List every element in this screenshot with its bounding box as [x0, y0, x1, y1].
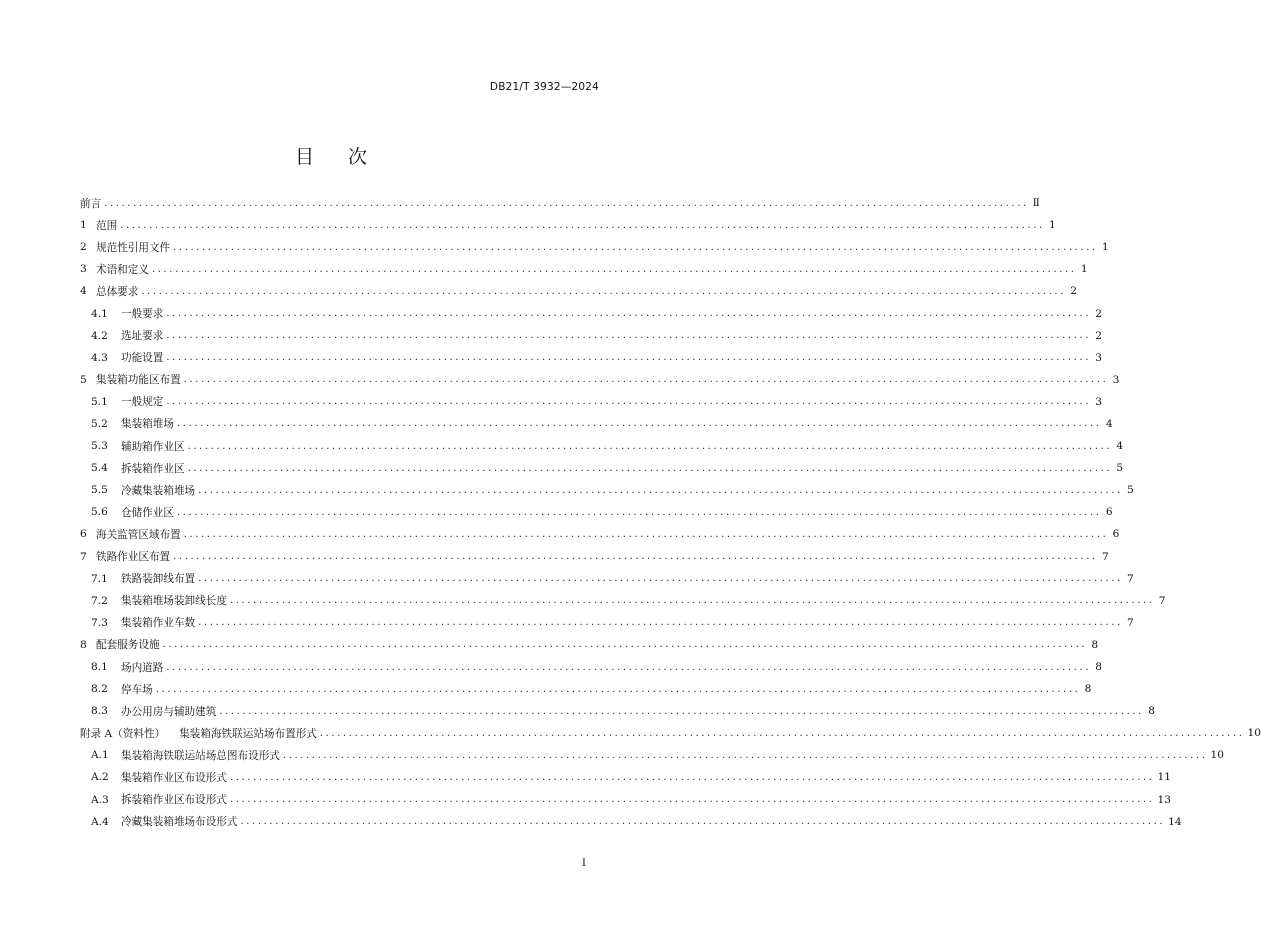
toc-entry-title: 铁路作业区布置 — [96, 551, 171, 564]
toc-entry[interactable] — [80, 325, 1102, 347]
toc-leader-dots: ................................................................................................................................................................ — [173, 551, 1098, 563]
toc-entry-title: 一般规定 — [121, 396, 164, 409]
toc-entry-page: 2 — [1070, 285, 1077, 298]
toc-leader-dots: ................................................................................................................................................................ — [173, 241, 1098, 253]
toc-entry-title: 规范性引用文件 — [96, 241, 171, 254]
toc-entry[interactable] — [80, 457, 1124, 479]
toc-entry-page: 5 — [1116, 462, 1124, 475]
toc-entry-number: 4 — [80, 285, 87, 298]
toc-entry-number: A.4 — [91, 815, 109, 828]
toc-entry-number: 5.4 — [91, 462, 108, 475]
toc-entry-title: 仓储作业区 — [121, 506, 174, 519]
toc-entry[interactable] — [80, 612, 1134, 634]
toc-entry-number: 8.3 — [91, 705, 108, 718]
toc-entry[interactable] — [80, 236, 1109, 258]
toc-leader-dots: ................................................................................................................................................................ — [141, 285, 1066, 297]
toc-entry-page: 8 — [1095, 661, 1102, 674]
toc-entry-number: 1 — [80, 219, 87, 232]
toc-leader-dots: ................................................................................................................................................................ — [176, 418, 1102, 430]
toc-entry-title: 术语和定义 — [96, 263, 149, 276]
toc-entry-page: 3 — [1095, 351, 1102, 364]
toc-entry-number: A.2 — [91, 771, 109, 784]
toc-entry[interactable] — [80, 678, 1092, 700]
toc-entry-number: A.1 — [91, 749, 109, 762]
toc-entry[interactable] — [80, 479, 1134, 501]
toc-entry-number: 附录 A（资料性） — [80, 727, 166, 740]
toc-entry-page: 8 — [1084, 683, 1092, 696]
toc-entry-title: 一般要求 — [121, 308, 164, 321]
toc-entry-number: 7.3 — [91, 616, 108, 629]
toc-leader-dots: ................................................................................................................................................................ — [166, 661, 1091, 673]
toc-leader-dots: ................................................................................................................................................................ — [104, 197, 1029, 209]
toc-entry[interactable] — [80, 634, 1099, 656]
toc-entry-number: A.3 — [91, 793, 109, 806]
toc-entry-page: 8 — [1148, 705, 1155, 718]
toc-entry[interactable] — [80, 789, 1172, 811]
footer-page-number: I — [582, 858, 586, 869]
toc-entry[interactable] — [80, 546, 1109, 568]
toc-entry-title: 辅助箱作业区 — [121, 440, 185, 453]
toc-entry-number: 5.2 — [91, 417, 108, 430]
toc-title — [0, 142, 662, 169]
toc-entry-title: 办公用房与辅助建筑 — [121, 705, 217, 718]
toc-entry[interactable] — [80, 347, 1102, 369]
toc-entry-page: 4 — [1105, 417, 1113, 430]
toc-entry-title: 海关监管区域布置 — [96, 528, 181, 541]
table-of-contents — [80, 192, 1261, 833]
toc-leader-dots: ................................................................................................................................................................ — [187, 462, 1113, 474]
toc-entry-page: 7 — [1102, 550, 1109, 563]
toc-entry-title: 集装箱功能区布置 — [96, 374, 181, 387]
toc-entry-number: 4.3 — [91, 351, 108, 364]
toc-leader-dots: ................................................................................................................................................................ — [166, 352, 1091, 364]
toc-entry-page: 8 — [1091, 638, 1099, 651]
toc-leader-dots: ................................................................................................................................................................ — [229, 595, 1155, 607]
toc-entry-number: 5.6 — [91, 506, 108, 519]
toc-entry-page: 14 — [1168, 815, 1182, 828]
toc-entry-title: 前言 — [80, 197, 102, 210]
toc-entry-title: 铁路装卸线布置 — [121, 573, 196, 586]
toc-leader-dots: ................................................................................................................................................................ — [187, 440, 1113, 452]
toc-entry-title: 集装箱海铁联运站场总图布设形式 — [121, 749, 280, 762]
toc-entry-title: 总体要求 — [96, 285, 139, 298]
toc-entry-number: 4.2 — [91, 329, 108, 342]
toc-entry-page: 7 — [1127, 616, 1134, 629]
toc-entry-title: 拆装箱作业区 — [121, 462, 185, 475]
toc-entry-page: 6 — [1105, 506, 1113, 519]
toc-entry-title: 冷藏集装箱堆场 — [121, 484, 196, 497]
toc-entry[interactable] — [80, 744, 1224, 766]
toc-entry-title: 范围 — [96, 219, 118, 232]
toc-entry-number: 8.1 — [91, 661, 108, 674]
toc-entry-number: 2 — [80, 241, 87, 254]
toc-leader-dots: ................................................................................................................................................................ — [229, 794, 1155, 806]
toc-entry-title: 拆装箱作业区布设形式 — [121, 794, 227, 807]
toc-entry-title: 集装箱堆场 — [121, 418, 174, 431]
toc-entry-title: 停车场 — [121, 683, 153, 696]
toc-entry-title: 选址要求 — [121, 330, 164, 343]
toc-entry[interactable] — [80, 811, 1182, 833]
toc-entry[interactable] — [80, 258, 1088, 280]
toc-entry[interactable] — [80, 523, 1120, 545]
toc-leader-dots: ................................................................................................................................................................ — [151, 263, 1077, 275]
toc-entry-title: 功能设置 — [121, 352, 164, 365]
toc-entry-page: 11 — [1157, 771, 1172, 784]
toc-title-char: 次 — [348, 146, 368, 168]
toc-leader-dots: ................................................................................................................................................................ — [183, 374, 1109, 386]
toc-leader-dots: ................................................................................................................................................................ — [282, 749, 1208, 761]
toc-entry[interactable] — [80, 722, 1261, 744]
toc-leader-dots: ................................................................................................................................................................ — [155, 683, 1081, 695]
toc-entry[interactable] — [80, 700, 1155, 722]
toc-entry-page: 7 — [1158, 594, 1166, 607]
toc-entry-number: 3 — [80, 263, 87, 276]
toc-entry-page: 2 — [1095, 329, 1102, 342]
toc-entry[interactable] — [80, 656, 1102, 678]
toc-entry-number: 5.1 — [91, 395, 108, 408]
toc-leader-dots: ................................................................................................................................................................ — [240, 816, 1166, 828]
toc-entry[interactable] — [80, 214, 1056, 236]
toc-entry-page: 6 — [1112, 528, 1120, 541]
toc-entry[interactable] — [80, 280, 1077, 302]
toc-entry[interactable] — [80, 413, 1113, 435]
toc-leader-dots: ................................................................................................................................................................ — [319, 727, 1245, 739]
document-code: DB21/T 3932—2024 — [489, 81, 599, 93]
toc-leader-dots: ................................................................................................................................................................ — [162, 639, 1088, 651]
toc-entry-title: 集装箱作业车数 — [121, 617, 196, 630]
toc-entry-number: 8 — [80, 638, 87, 651]
toc-entry[interactable] — [80, 766, 1172, 788]
toc-entry-number: 8.2 — [91, 683, 108, 696]
toc-leader-dots: ................................................................................................................................................................ — [219, 705, 1144, 717]
toc-entry[interactable] — [80, 369, 1120, 391]
toc-entry-page: 1 — [1102, 241, 1109, 254]
toc-leader-dots: ................................................................................................................................................................ — [176, 506, 1102, 518]
toc-entry-number: 5.3 — [91, 440, 108, 453]
toc-entry-title: 冷藏集装箱堆场布设形式 — [121, 816, 238, 829]
toc-entry-page: 10 — [1210, 749, 1224, 762]
toc-entry[interactable] — [80, 501, 1113, 523]
toc-entry-number: 7.2 — [91, 594, 108, 607]
toc-title-char: 目 — [294, 146, 314, 168]
toc-leader-dots: ................................................................................................................................................................ — [198, 617, 1123, 629]
toc-entry-page: 4 — [1116, 440, 1124, 453]
toc-entry[interactable] — [80, 391, 1102, 413]
toc-entry-number: 4.1 — [91, 307, 108, 320]
toc-entry[interactable] — [80, 192, 1040, 214]
toc-entry-title: 配套服务设施 — [96, 639, 160, 652]
toc-entry-page: 7 — [1127, 572, 1134, 585]
toc-leader-dots: ................................................................................................................................................................ — [229, 771, 1155, 783]
toc-entry[interactable] — [80, 568, 1134, 590]
toc-entry-page: 10 — [1247, 727, 1261, 740]
toc-entry-number: 5.5 — [91, 484, 108, 497]
toc-leader-dots: ................................................................................................................................................................ — [120, 219, 1045, 231]
toc-entry-title: 集装箱堆场装卸线长度 — [121, 595, 227, 608]
toc-entry-title: 集装箱作业区布设形式 — [121, 771, 227, 784]
toc-entry-number: 7.1 — [91, 572, 108, 585]
toc-leader-dots: ................................................................................................................................................................ — [166, 396, 1091, 408]
toc-entry[interactable] — [80, 435, 1124, 457]
toc-entry-title: 场内道路 — [121, 661, 164, 674]
toc-entry-page: 1 — [1080, 263, 1088, 276]
toc-leader-dots: ................................................................................................................................................................ — [198, 573, 1123, 585]
toc-entry[interactable] — [80, 302, 1102, 324]
toc-entry-number: 6 — [80, 528, 87, 541]
toc-entry-number: 5 — [80, 373, 87, 386]
toc-entry-page: 2 — [1095, 307, 1102, 320]
toc-leader-dots: ................................................................................................................................................................ — [166, 308, 1091, 320]
toc-entry-title: 集装箱海铁联运站场布置形式 — [179, 727, 317, 740]
toc-entry-page: 3 — [1095, 395, 1102, 408]
toc-entry-page: 3 — [1112, 373, 1120, 386]
toc-leader-dots: ................................................................................................................................................................ — [166, 330, 1091, 342]
toc-leader-dots: ................................................................................................................................................................ — [198, 484, 1123, 496]
toc-entry-page: 13 — [1157, 793, 1172, 806]
toc-entry-page: Ⅱ — [1032, 197, 1040, 210]
toc-entry-page: 5 — [1127, 484, 1134, 497]
toc-entry-page: 1 — [1049, 219, 1056, 232]
toc-entry-number: 7 — [80, 550, 87, 563]
toc-leader-dots: ................................................................................................................................................................ — [183, 528, 1109, 540]
toc-entry[interactable] — [80, 590, 1166, 612]
